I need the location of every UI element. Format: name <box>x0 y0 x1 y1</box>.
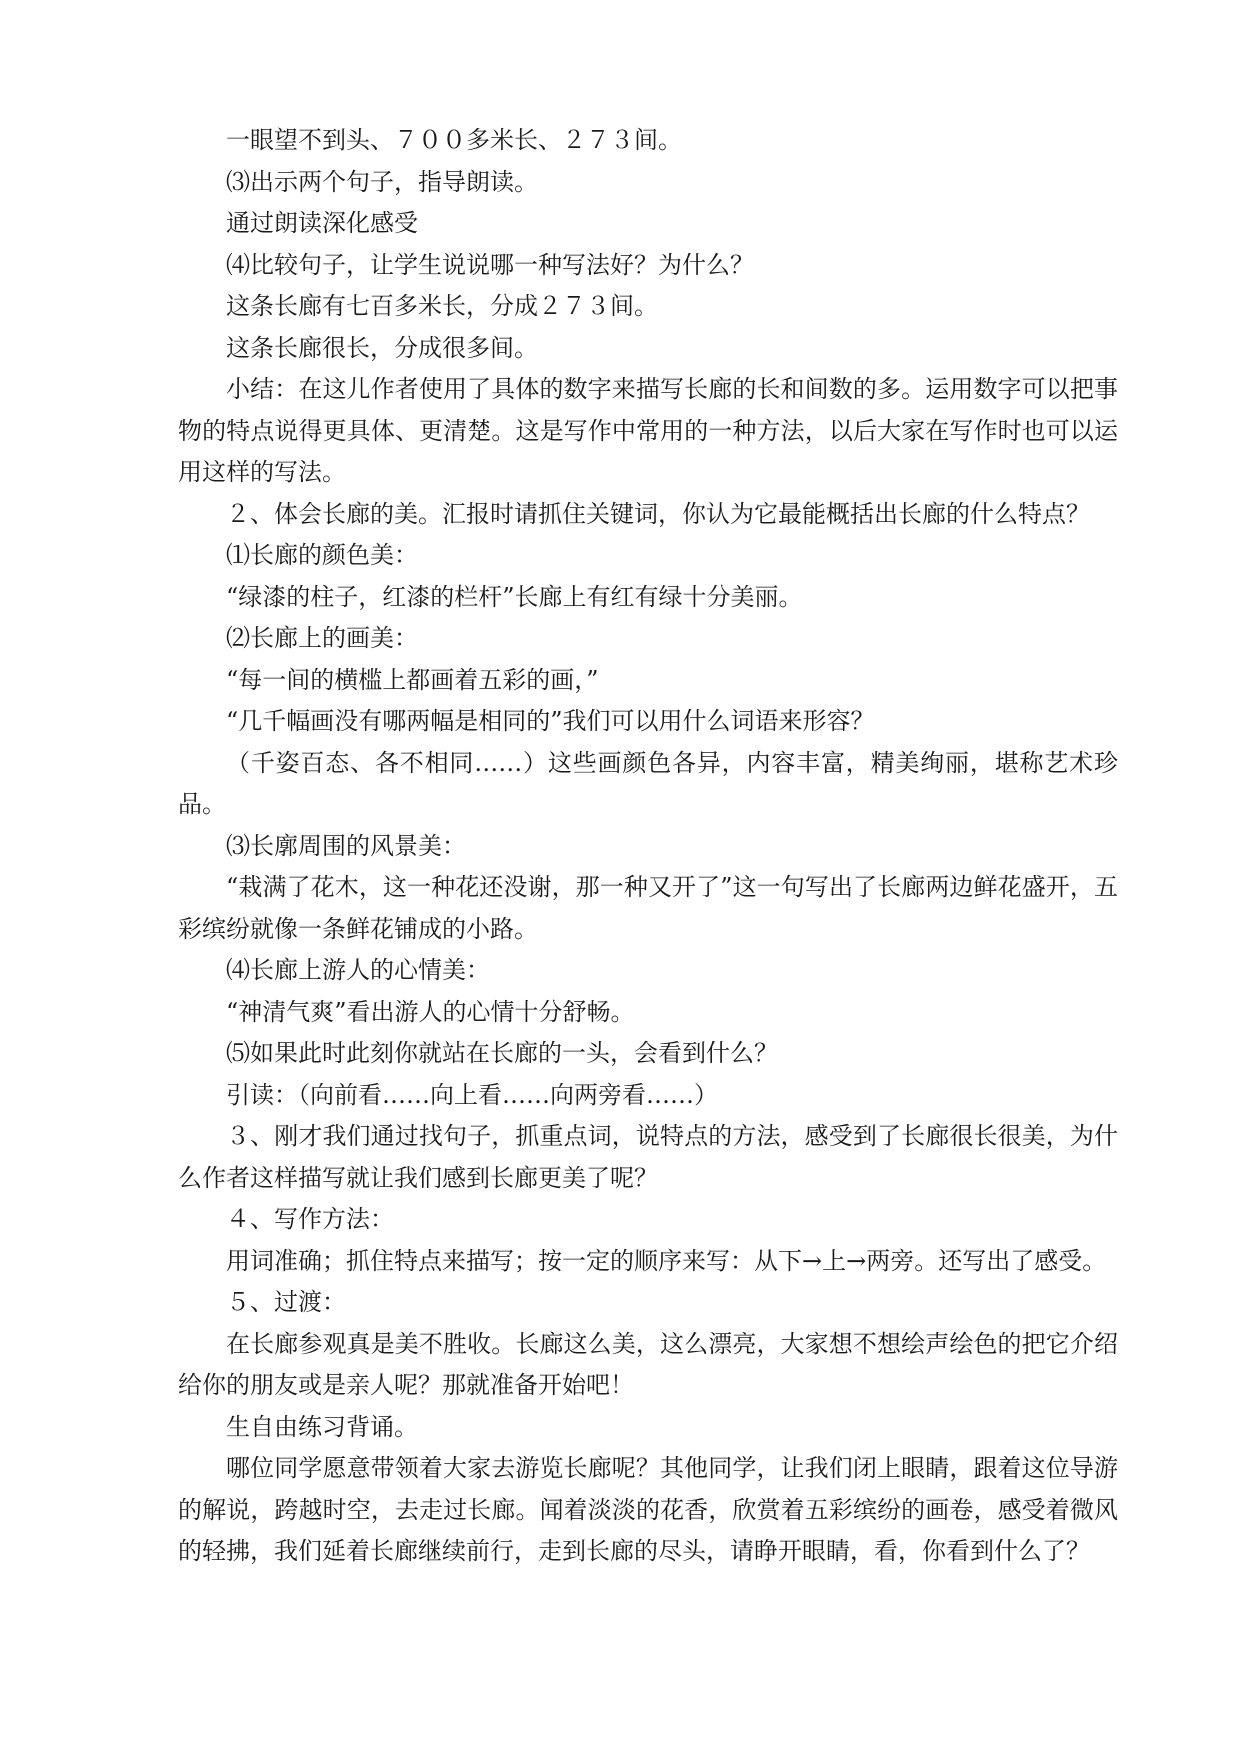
document-body <box>178 120 1118 1573</box>
paragraph-10: “绿漆的柱子，红漆的栏杆”长廊上有红有绿十分美丽。 <box>226 582 803 611</box>
paragraph-9: ⑴长廊的颜色美： <box>226 541 418 569</box>
paragraph-13: “几千幅画没有哪两幅是相同的”我们可以用什么词语来形容？ <box>226 707 875 735</box>
paragraph-6: 这条长廊很长，分成很多间。 <box>226 333 538 362</box>
paragraph-12: “每一间的横槛上都画着五彩的画，” <box>226 665 599 694</box>
paragraph-5: 这条长廊有七百多米长，分成２７３间。 <box>226 292 658 320</box>
paragraph-14: （千姿百态、各不相同……）这些画颜色各异，内容丰富，精美绚丽，堪称艺术珍品。 <box>178 748 1118 818</box>
paragraph-20: 引读：（向前看……向上看……向两旁看……） <box>226 1080 718 1109</box>
paragraph-27: 哪位同学愿意带领着大家去游览长廊呢？其他同学，让我们闭上眼睛，跟着这位导游的解说，跨越时空，去走过长廊。闻着淡淡的花香，欣赏着五彩缤纷的画卷，感受着微风的轻拂，我们延着长廊继续前行，走到长廊的尽头，请睁开眼睛，看，你看到什么了？ <box>178 1454 1118 1565</box>
paragraph-24: ５、过渡： <box>226 1288 346 1316</box>
paragraph-7: 小结：在这儿作者使用了具体的数字来描写长廊的长和间数的多。运用数字可以把事物的特点说得更具体、更清楚。这是写作中常用的一种方法，以后大家在写作时也可以运用这样的写法。 <box>178 375 1118 486</box>
paragraph-11: ⑵长廊上的画美： <box>226 624 418 652</box>
paragraph-15: ⑶长廓周围的风景美： <box>226 831 466 860</box>
paragraph-3: 通过朗读深化感受 <box>226 209 418 237</box>
paragraph-4: ⑷比较句子，让学生说说哪一种写法好？为什么？ <box>226 250 754 279</box>
paragraph-8: ２、体会长廊的美。汇报时请抓住关键词，你认为它最能概括出长廊的什么特点？ <box>226 499 1090 528</box>
paragraph-25: 在长廊参观真是美不胜收。长廊这么美，这么漂亮，大家想不想绘声绘色的把它介绍给你的朋友或是亲人呢？那就准备开始吧！ <box>178 1329 1118 1399</box>
paragraph-21: ３、刚才我们通过找句子，抓重点词，说特点的方法，感受到了长廊很长很美，为什么作者这样描写就让我们感到长廊更美了呢？ <box>178 1122 1118 1192</box>
paragraph-17: ⑷长廊上游人的心情美： <box>226 956 490 984</box>
paragraph-19: ⑸如果此时此刻你就站在长廊的一头，会看到什么？ <box>226 1039 778 1067</box>
paragraph-18: “神清气爽”看出游人的心情十分舒畅。 <box>226 997 635 1026</box>
paragraph-23: 用词准确；抓住特点来描写；按一定的顺序来写：从下→上→两旁。还写出了感受。 <box>226 1246 1107 1275</box>
paragraph-22: ４、写作方法： <box>226 1205 394 1233</box>
paragraph-2: ⑶出示两个句子，指导朗读。 <box>226 167 538 196</box>
paragraph-1: 一眼望不到头、７００多米长、２７３间。 <box>226 126 682 154</box>
paragraph-26: 生自由练习背诵。 <box>226 1412 418 1441</box>
paragraph-16: “栽满了花木，这一种花还没谢，那一种又开了”这一句写出了长廊两边鲜花盛开，五彩缤纷就像一条鲜花铺成的小路。 <box>178 873 1118 943</box>
